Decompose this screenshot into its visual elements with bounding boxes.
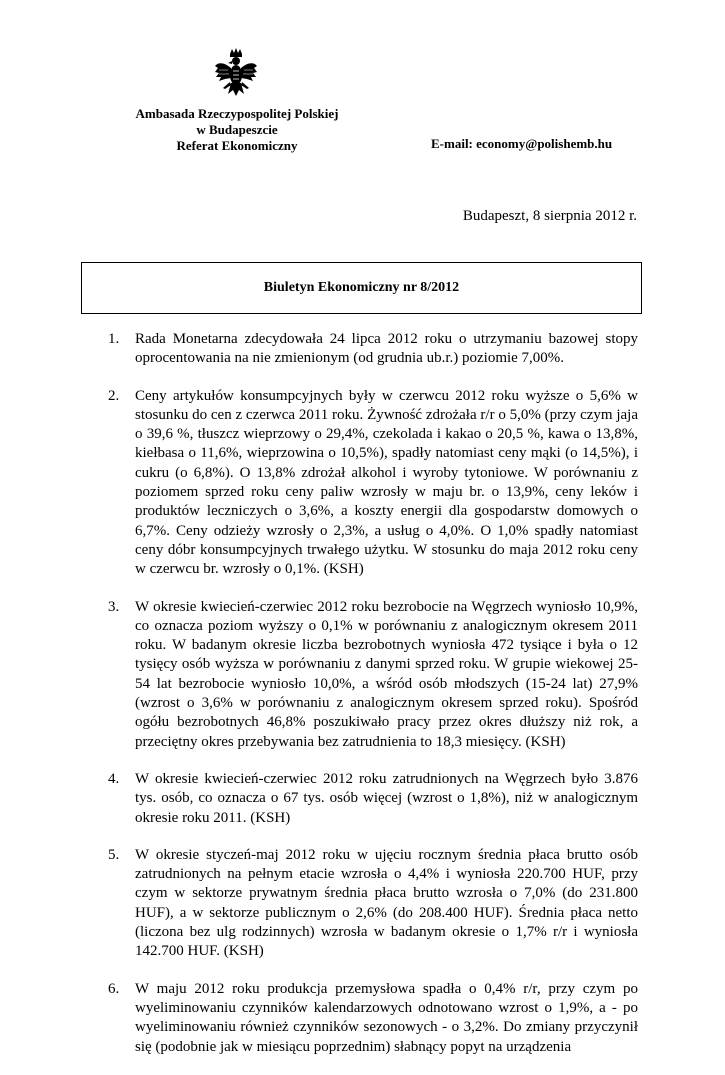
item-number: 4. (108, 770, 120, 787)
list-item (108, 330, 638, 369)
item-text: Rada Monetarna zdecydowała 24 lipca 2012 roku o utrzymaniu bazowej stopy oprocentowania na nie zmienionym (od grudnia ub.r.) poziomie 7,00%. (135, 331, 638, 367)
item-text: W maju 2012 roku produkcja przemysłowa spadła o 0,4% r/r, przy czym po wyeliminowaniu czynników kalendarzowych odnotowano wzrost o 1,9%, a - po wyeliminowaniu również czynników sezonowych - o 3,2%. Do zmiany przyczynił się (podobnie jak w miesiącu poprzednim) słabnący popyt na urządzenia (135, 980, 638, 1055)
list-item (108, 598, 638, 752)
email-address: E-mail: economy@polishemb.hu (431, 136, 613, 151)
bulletin-title-box (81, 262, 642, 314)
sender-line-department: Referat Ekonomiczny (176, 138, 298, 153)
list-item (108, 770, 638, 828)
document-date: Budapeszt, 8 sierpnia 2012 r. (462, 208, 637, 224)
list-item (108, 846, 638, 962)
sender-block (120, 106, 354, 154)
item-number: 2. (108, 387, 120, 404)
item-text: W okresie styczeń-maj 2012 roku w ujęciu rocznym średnia płaca brutto osób zatrudnionych na pełnym etacie wzrosła o 4,4% i wyniosła 220.700 HUF, przy czym w sektorze prywatnym średnia płaca brutto wzrosła o 7,0% (do 231.800 HUF), a w sektorze publicznym o 2,6% (do 208.400 HUF). Średnia płaca netto (liczona bez ulg rodzinnych) wzrosła w badanym okresie o 1,7% r/r i wyniosła 142.700 HUF. (KSH) (135, 846, 638, 960)
item-number: 3. (108, 598, 120, 615)
sender-line-embassy: Ambasada Rzeczypospolitej Polskiej (135, 106, 339, 121)
item-number: 6. (108, 980, 120, 997)
item-number: 1. (108, 331, 120, 347)
bulletin-items-list (108, 330, 638, 1075)
list-item (108, 980, 638, 1057)
list-item (108, 387, 638, 580)
item-text: W okresie kwiecień-czerwiec 2012 roku zatrudnionych na Węgrzech było 3.876 tys. osób, co oznacza o 67 tys. osób więcej (wzrost o 1,8%), niż w analogicznym okresie roku 2011. (KSH) (135, 770, 638, 826)
polish-eagle-emblem (214, 48, 258, 100)
item-number: 5. (108, 846, 120, 863)
item-text: W okresie kwiecień-czerwiec 2012 roku bezrobocie na Węgrzech wyniosło 10,9%, co oznacza poziom wyższy o 0,1% w porównaniu z analogicznym okresem 2011 roku. W badanym okresie liczba bezrobotnych wyniosła 472 tysiące i była o 12 tysięcy osób wyższa w porównaniu z danymi sprzed roku. W grupie wiekowej 25-54 lat bezrobocie wyniosło 10,0%, a wśród osób młodszych (15-24 lat) 27,9% (wzrost o 3,6% w porównaniu z analogicznym okresem sprzed roku). Spośród ogółu bezrobotnych 46,8% poszukiwało pracy przez okres dłuższy niż rok, a przeciętny okres przebywania bez zatrudnienia to 18,3 miesięcy. (KSH) (135, 598, 638, 750)
sender-line-city: w Budapeszcie (196, 122, 278, 137)
item-text: Ceny artykułów konsumpcyjnych były w czerwcu 2012 roku wyższe o 5,6% w stosunku do cen z czerwca 2011 roku. Żywność zdrożała r/r o 5,0% (przy czym jaja o 39,6 %, tłuszcz wieprzowy o 29,4%, czekolada i kakao o 20,5 %, kawa o 13,8%, kiełbasa o 11,6%, wieprzowina o 10,5%), spadły natomiast ceny mąki (o 14,5%), i cukru (o 6,8%). O 13,8% zdrożał alkohol i wyroby tytoniowe. W porównaniu z poziomem sprzed roku ceny paliw wzrosły w maju br. o 13,9%, ceny leków i produktów leczniczych o 3,6%, a koszty energii dla gospodarstw domowych o 6,7%. Ceny odzieży wzrosły o 2,3%, a usług o 4,0%. O 1,0% spadły natomiast ceny dóbr konsumpcyjnych trwałego użytku. W stosunku do maja 2012 roku ceny w czerwcu br. wzrosły o 0,1%. (KSH) (135, 387, 638, 578)
bulletin-title: Biuletyn Ekonomiczny nr 8/2012 (263, 280, 460, 295)
